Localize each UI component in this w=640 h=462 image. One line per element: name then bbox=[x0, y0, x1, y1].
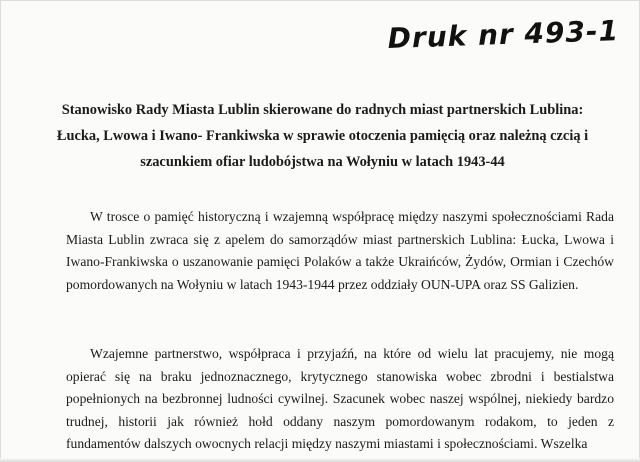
handwritten-print-number: Druk nr 493-1 bbox=[386, 14, 620, 56]
page-bottom-edge bbox=[0, 458, 640, 462]
paragraph-1: W trosce o pamięć historyczną i wzajemną współpracę między naszymi społecznościami Rada Miasta Lublin zwraca się z apelem do samorządów miast partnerskich Lublina: Łucka, Lwowa i Iwano-Frankiwska o uszanowanie pamięci Polaków a także Ukraińców, Żydów, Ormian i Czechów pomordowanych na Wołyniu w latach 1943-1944 przez oddziały OUN-UPA oraz SS Galizien. bbox=[66, 209, 614, 292]
document-title: Stanowisko Rady Miasta Lublin skierowane do radnych miast partnerskich Lublina: Łucka, Lwowa i Iwano- Frankiwska w sprawie otoczenia pamięcią oraz należną czcią i szacunkiem ofiar ludobójstwa na Wołyniu w latach 1943-44 bbox=[56, 102, 589, 170]
paragraph-2: Wzajemne partnerstwo, współpraca i przyjaźń, na które od wielu lat pracujemy, nie mogą opierać się na braku jednoznacznego, krytycznego stanowiska wobec zbrodni i bestialstwa popełnionych na bezbronnej ludności cywilnej. Szacunek wobec naszej wspólnej, niekiedy bardzo trudnej, historii jak również hołd oddany naszym pomordowanym rodakom, to jeden z fundamentów dalszych owocnych relacji między naszymi miastami i społecznościami. Wszelka bbox=[66, 346, 614, 451]
